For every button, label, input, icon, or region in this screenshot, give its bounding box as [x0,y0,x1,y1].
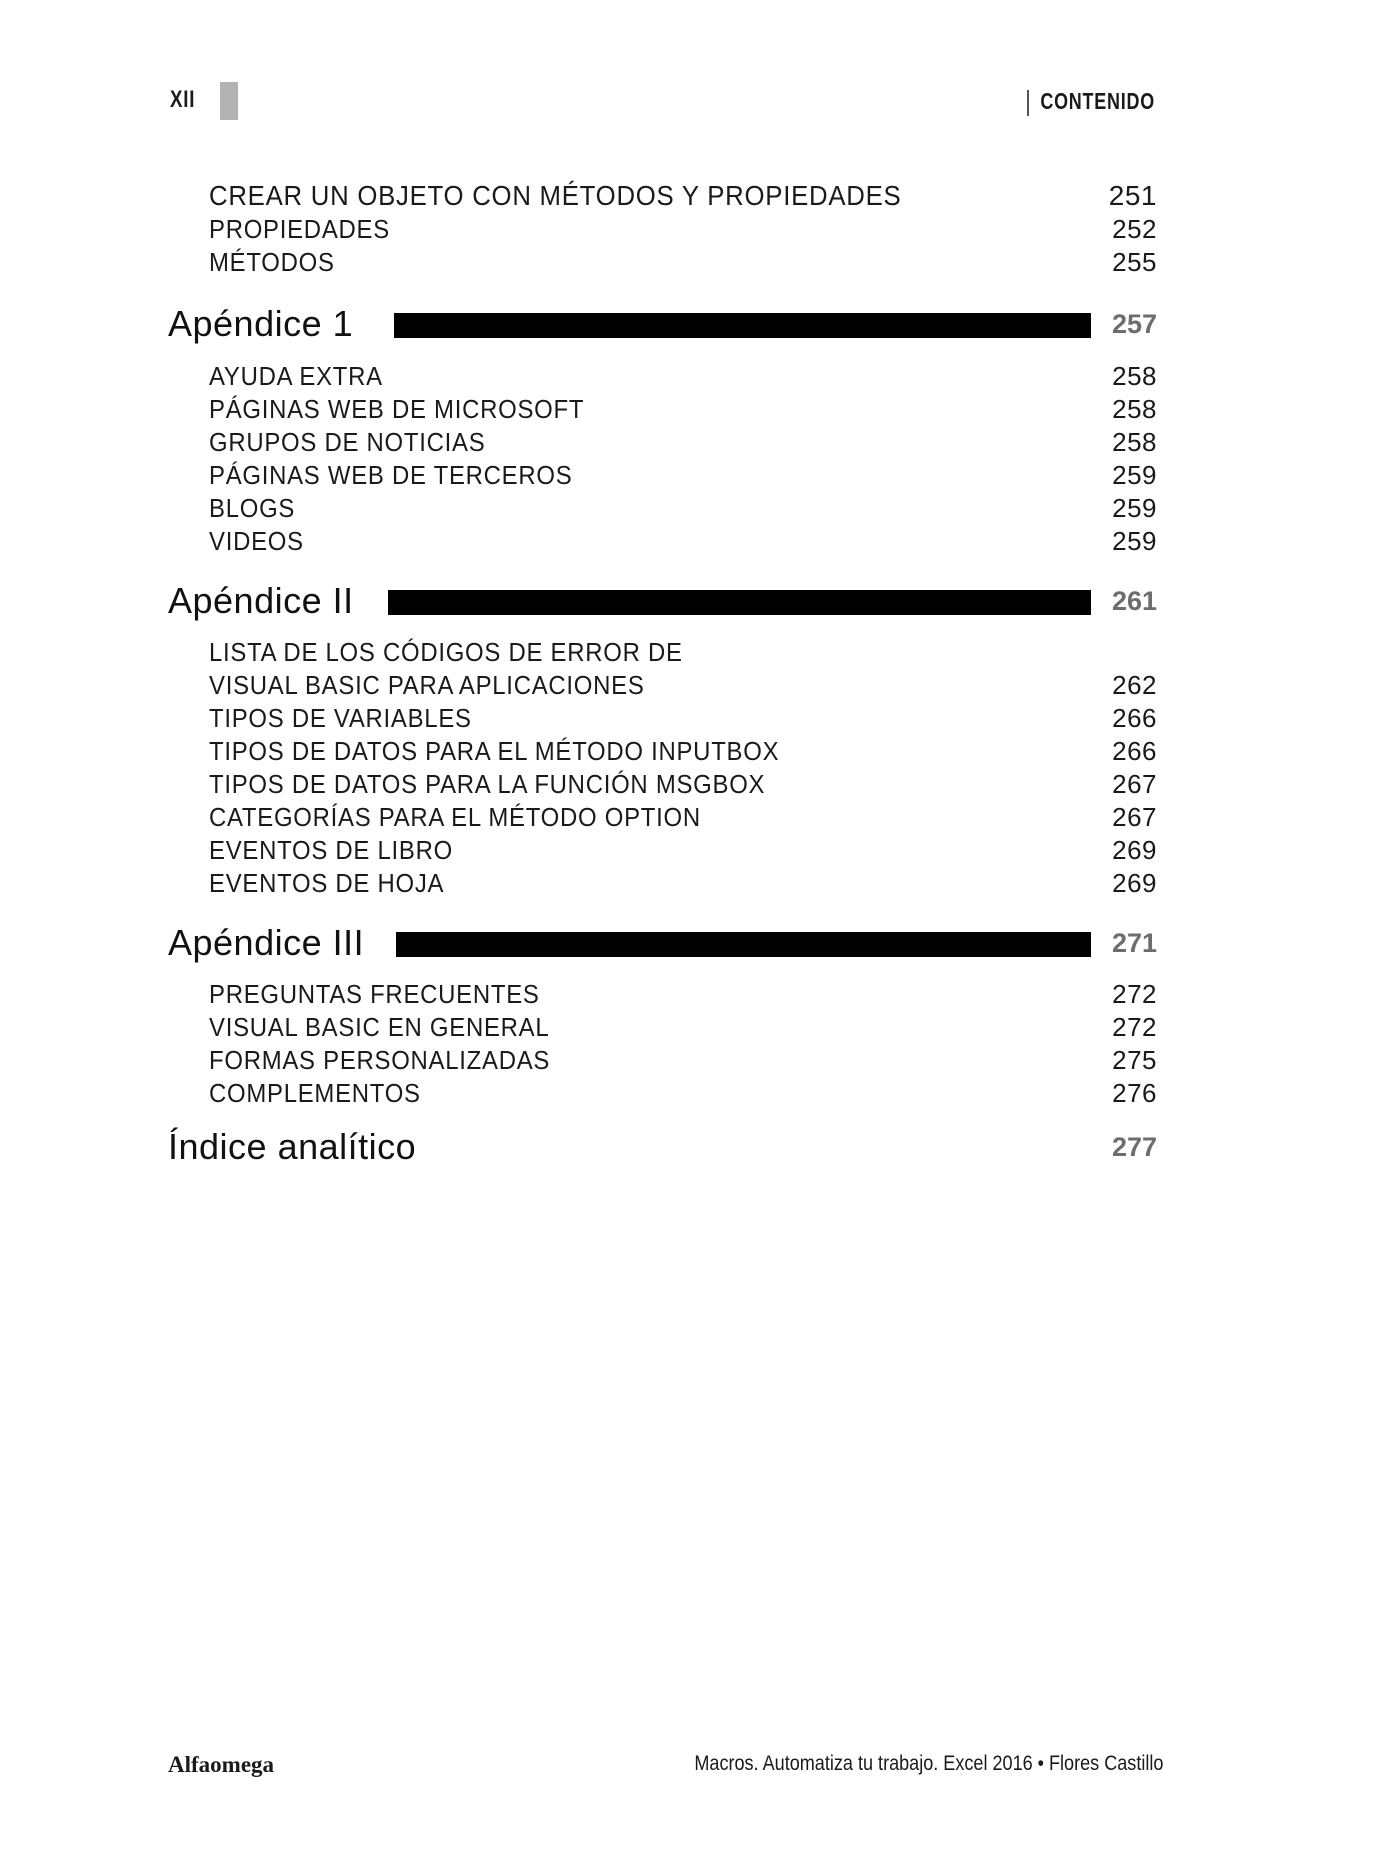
toc-entry-page: 269 [1112,868,1157,898]
chapter-page: 271 [1111,928,1157,958]
toc-entry-page: 276 [1112,1078,1157,1108]
chapter-heading-appendix-2[interactable] [168,580,1157,626]
toc-entry[interactable] [209,868,1157,901]
toc-entry[interactable] [209,214,1157,247]
chapter-page: 261 [1111,586,1157,616]
chapter-title: Apéndice III [168,922,365,963]
publisher-name: Alfaomega [168,1752,275,1777]
toc-entry[interactable] [209,394,1157,427]
toc-entry-title: CREAR UN OBJETO CON MÉTODOS Y PROPIEDADES [209,180,902,211]
toc-entry-page: 269 [1112,835,1157,865]
toc-entry-title: CATEGORÍAS PARA EL MÉTODO OPTION [209,802,701,832]
chapter-page: 257 [1111,309,1157,339]
chapter-title: Apéndice 1 [168,303,354,344]
chapter-bar [388,590,1091,615]
toc-entry-title: TIPOS DE VARIABLES [209,703,472,733]
toc-entry-page: 275 [1112,1045,1157,1075]
toc-entry[interactable] [209,670,1157,703]
toc-entry-page: 266 [1112,736,1157,766]
toc-entry[interactable] [209,637,1157,670]
header-tab-marker [220,82,238,120]
chapter-bar [394,313,1091,338]
toc-entry-title: TIPOS DE DATOS PARA EL MÉTODO INPUTBOX [209,736,780,766]
toc-entry-page: 258 [1112,394,1157,424]
toc-entry-page: 272 [1112,979,1157,1009]
toc-entry[interactable] [209,1012,1157,1045]
toc-entry-title: EVENTOS DE HOJA [209,868,445,898]
toc-entry[interactable] [209,979,1157,1012]
toc-entry[interactable] [209,769,1157,802]
toc-entry-title: VISUAL BASIC EN GENERAL [209,1012,550,1042]
toc-entry-title: PROPIEDADES [209,214,390,244]
toc-entry[interactable] [209,835,1157,868]
toc-entry[interactable] [209,1078,1157,1111]
chapter-heading-index[interactable] [168,1126,1157,1172]
chapter-bar [396,932,1091,957]
chapter-page: 277 [1111,1132,1157,1162]
toc-entry[interactable] [209,703,1157,736]
toc-entry-title: COMPLEMENTOS [209,1078,421,1108]
toc-entry[interactable] [209,180,1157,213]
toc-entry-title: BLOGS [209,493,296,523]
toc-entry-page: 272 [1112,1012,1157,1042]
chapter-title: Índice analítico [168,1126,417,1167]
toc-entry-page: 255 [1112,247,1157,277]
toc-entry-title: VISUAL BASIC PARA APLICACIONES [209,670,645,700]
toc-entry[interactable] [209,1045,1157,1078]
toc-entry-title: TIPOS DE DATOS PARA LA FUNCIÓN MSGBOX [209,769,766,799]
toc-entry[interactable] [209,736,1157,769]
toc-entry-page: 259 [1112,493,1157,523]
toc-entry[interactable] [209,493,1157,526]
toc-entry[interactable] [209,802,1157,835]
toc-entry[interactable] [209,247,1157,280]
toc-entry-page: 259 [1112,526,1157,556]
page-number: XII [170,86,196,113]
chapter-heading-appendix-3[interactable] [168,922,1157,968]
toc-entry-title: PÁGINAS WEB DE MICROSOFT [209,394,585,424]
toc-entry-title: LISTA DE LOS CÓDIGOS DE ERROR DE [209,637,683,667]
toc-entry-page: 267 [1112,802,1157,832]
toc-entry-page: 262 [1112,670,1157,700]
chapter-heading-appendix-1[interactable] [168,303,1157,349]
toc-entry-title: PREGUNTAS FRECUENTES [209,979,540,1009]
toc-entry[interactable] [209,427,1157,460]
toc-entry-title: MÉTODOS [209,247,335,277]
toc-entry-page: 267 [1112,769,1157,799]
toc-entry-page: 258 [1112,361,1157,391]
toc-entry[interactable] [209,460,1157,493]
toc-entry-title: EVENTOS DE LIBRO [209,835,453,865]
toc-entry-title: AYUDA EXTRA [209,361,383,391]
toc-entry-page: 258 [1112,427,1157,457]
toc-entry-title: VIDEOS [209,526,304,556]
toc-entry[interactable] [209,361,1157,394]
book-title-author: Macros. Automatiza tu trabajo. Excel 2016 • Flores Castillo [693,1752,1163,1775]
header-divider [1027,90,1029,116]
toc-entry-title: PÁGINAS WEB DE TERCEROS [209,460,573,490]
toc-entry-title: FORMAS PERSONALIZADAS [209,1045,551,1075]
running-header: CONTENIDO [1040,88,1155,114]
toc-entry-page: 252 [1112,214,1157,244]
toc-entry-page: 251 [1108,180,1157,211]
chapter-title: Apéndice II [168,580,354,621]
toc-entry-page: 266 [1112,703,1157,733]
toc-entry-page: 259 [1112,460,1157,490]
toc-entry-title: GRUPOS DE NOTICIAS [209,427,486,457]
toc-entry[interactable] [209,526,1157,559]
